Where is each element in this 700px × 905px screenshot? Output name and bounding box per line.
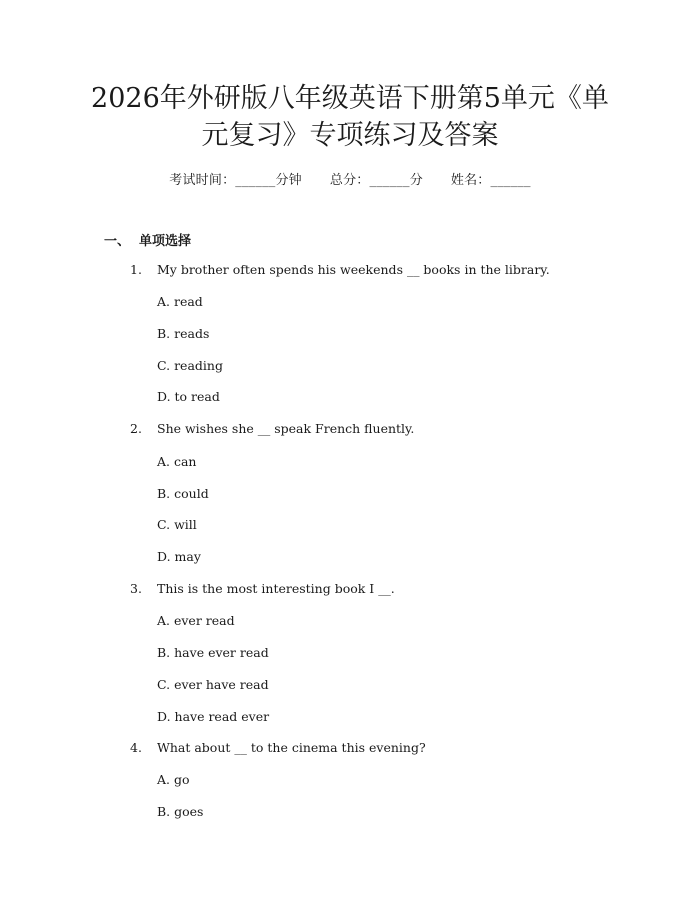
- exam-score: 总分：______分: [329, 173, 423, 188]
- option-2b: B. could: [157, 486, 209, 501]
- question-number: 2.: [130, 421, 142, 436]
- section-heading: [104, 230, 191, 249]
- option-4a: A. go: [157, 772, 190, 787]
- option-2a: A. can: [157, 454, 197, 469]
- section-title: 单项选择: [139, 234, 192, 249]
- option-2c: C. will: [157, 517, 197, 532]
- question-text: What about __ to the cinema this evening?: [157, 740, 426, 755]
- option-1d: D. to read: [157, 389, 220, 404]
- document-title: [70, 80, 630, 154]
- option-1a: A. read: [157, 294, 203, 309]
- exam-time: 考试时间：______分钟: [169, 173, 302, 188]
- option-3c: C. ever have read: [157, 677, 269, 692]
- section-number: 一、: [104, 234, 131, 249]
- option-1b: B. reads: [157, 326, 210, 341]
- question-text: This is the most interesting book I __.: [157, 581, 395, 596]
- exam-name: 姓名：______: [450, 173, 531, 188]
- question-number: 4.: [130, 740, 142, 755]
- option-2d: D. may: [157, 549, 201, 564]
- question-number: 3.: [130, 581, 142, 596]
- option-3b: B. have ever read: [157, 645, 269, 660]
- question-number: 1.: [130, 262, 142, 277]
- option-4b: B. goes: [157, 804, 204, 819]
- option-3a: A. ever read: [157, 613, 235, 628]
- question-text: My brother often spends his weekends __ books in the library.: [157, 262, 550, 277]
- question-text: She wishes she __ speak French fluently.: [157, 421, 415, 436]
- option-1c: C. reading: [157, 358, 223, 373]
- title-line-2: 元复习》专项练习及答案: [201, 120, 499, 151]
- title-line-1: 2026年外研版八年级英语下册第5单元《单: [91, 83, 609, 114]
- option-3d: D. have read ever: [157, 709, 270, 724]
- exam-meta: [0, 169, 700, 188]
